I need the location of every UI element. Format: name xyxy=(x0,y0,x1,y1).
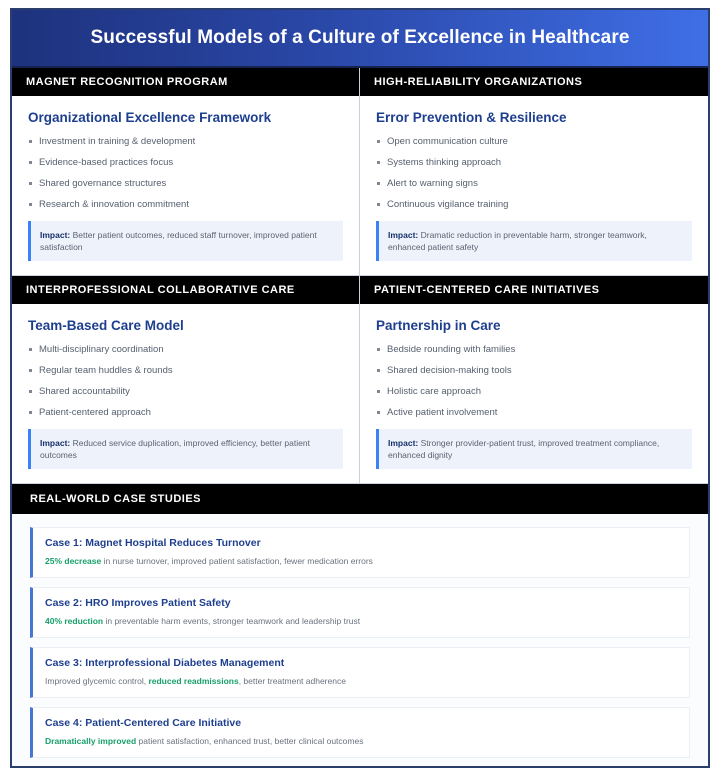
bullet-list-magnet xyxy=(28,136,343,211)
list-item: Evidence-based practices focus xyxy=(28,157,343,169)
impact-label: Impact: xyxy=(40,438,71,448)
case-rest: in preventable harm events, stronger teamwork and leadership trust xyxy=(103,616,361,626)
case-title: Case 4: Patient-Centered Care Initiative xyxy=(45,717,242,729)
case-description xyxy=(45,615,677,627)
list-item: Bedside rounding with families xyxy=(376,344,692,356)
quadrant-heading-hro: Error Prevention & Resilience xyxy=(376,110,567,125)
section-band-case-studies: REAL-WORLD CASE STUDIES xyxy=(12,484,708,514)
case-studies-list xyxy=(12,514,708,768)
case-highlight: 40% reduction xyxy=(45,616,104,626)
list-item: Shared decision-making tools xyxy=(376,365,692,377)
quadrant-heading-patient-centered: Partnership in Care xyxy=(376,318,501,333)
list-item: Alert to warning signs xyxy=(376,178,692,190)
quadrant-body-interprofessional xyxy=(12,304,359,483)
impact-body: Better patient outcomes, reduced staff turnover, improved patient satisfaction xyxy=(40,230,317,252)
impact-box-patient-centered xyxy=(376,429,692,469)
list-item: Regular team huddles & rounds xyxy=(28,365,343,377)
impact-body: Stronger provider-patient trust, improved treatment compliance, enhanced dignity xyxy=(388,438,660,460)
section-band-magnet: MAGNET RECOGNITION PROGRAM xyxy=(12,68,359,96)
case-highlight: reduced readmissions xyxy=(148,676,239,686)
impact-label: Impact: xyxy=(388,438,419,448)
section-band-patient-centered: PATIENT-CENTERED CARE INITIATIVES xyxy=(360,276,708,304)
quadrant-heading-magnet: Organizational Excellence Framework xyxy=(28,110,272,125)
impact-label: Impact: xyxy=(388,230,419,240)
impact-text xyxy=(40,437,333,461)
case-description xyxy=(45,555,677,567)
case-description xyxy=(45,675,677,687)
quadrant-body-magnet xyxy=(12,96,359,275)
quadrant-grid xyxy=(12,68,708,483)
bullet-list-patient-centered xyxy=(376,344,692,419)
list-item: Multi-disciplinary coordination xyxy=(28,344,343,356)
quadrant-high-reliability-organizations xyxy=(360,68,708,276)
case-highlight: 25% decrease xyxy=(45,556,102,566)
impact-text xyxy=(388,229,682,253)
list-item: Holistic care approach xyxy=(376,386,692,398)
impact-text xyxy=(388,437,682,461)
case-description xyxy=(45,735,677,747)
case-study-card-2 xyxy=(30,587,690,638)
list-item: Open communication culture xyxy=(376,136,692,148)
banner xyxy=(12,10,708,68)
impact-body: Reduced service duplication, improved efficiency, better patient outcomes xyxy=(40,438,310,460)
list-item: Systems thinking approach xyxy=(376,157,692,169)
list-item: Investment in training & development xyxy=(28,136,343,148)
quadrant-patient-centered-care-initiatives xyxy=(360,276,708,483)
section-band-interprofessional: INTERPROFESSIONAL COLLABORATIVE CARE xyxy=(12,276,359,304)
case-rest: , better treatment adherence xyxy=(238,676,346,686)
list-item: Shared governance structures xyxy=(28,178,343,190)
impact-box-interprofessional xyxy=(28,429,343,469)
infographic-container xyxy=(10,8,710,768)
quadrant-heading-interprofessional: Team-Based Care Model xyxy=(28,318,184,333)
quadrant-body-hro xyxy=(360,96,708,275)
case-studies-section xyxy=(12,483,708,768)
list-item: Active patient involvement xyxy=(376,407,692,419)
bullet-list-hro xyxy=(376,136,692,211)
case-title: Case 2: HRO Improves Patient Safety xyxy=(45,597,231,609)
list-item: Research & innovation commitment xyxy=(28,199,343,211)
quadrant-body-patient-centered xyxy=(360,304,708,483)
list-item: Shared accountability xyxy=(28,386,343,398)
quadrant-magnet-recognition-program xyxy=(12,68,360,276)
impact-box-magnet xyxy=(28,221,343,261)
page-title: Successful Models of a Culture of Excellence in Healthcare xyxy=(90,27,630,48)
quadrant-interprofessional-collaborative-care xyxy=(12,276,360,483)
case-lead: Improved glycemic control, xyxy=(45,676,149,686)
case-title: Case 3: Interprofessional Diabetes Management xyxy=(45,657,285,669)
impact-label: Impact: xyxy=(40,230,71,240)
case-rest: patient satisfaction, enhanced trust, better clinical outcomes xyxy=(136,736,364,746)
case-highlight: Dramatically improved xyxy=(45,736,137,746)
case-title: Case 1: Magnet Hospital Reduces Turnover xyxy=(45,537,261,549)
case-study-card-4 xyxy=(30,707,690,758)
case-rest: in nurse turnover, improved patient satisfaction, fewer medication errors xyxy=(101,556,373,566)
section-band-hro: HIGH-RELIABILITY ORGANIZATIONS xyxy=(360,68,708,96)
impact-text xyxy=(40,229,333,253)
impact-box-hro xyxy=(376,221,692,261)
bullet-list-interprofessional xyxy=(28,344,343,419)
case-study-card-1 xyxy=(30,527,690,578)
impact-body: Dramatic reduction in preventable harm, stronger teamwork, enhanced patient safety xyxy=(388,230,647,252)
list-item: Continuous vigilance training xyxy=(376,199,692,211)
case-study-card-3 xyxy=(30,647,690,698)
list-item: Patient-centered approach xyxy=(28,407,343,419)
